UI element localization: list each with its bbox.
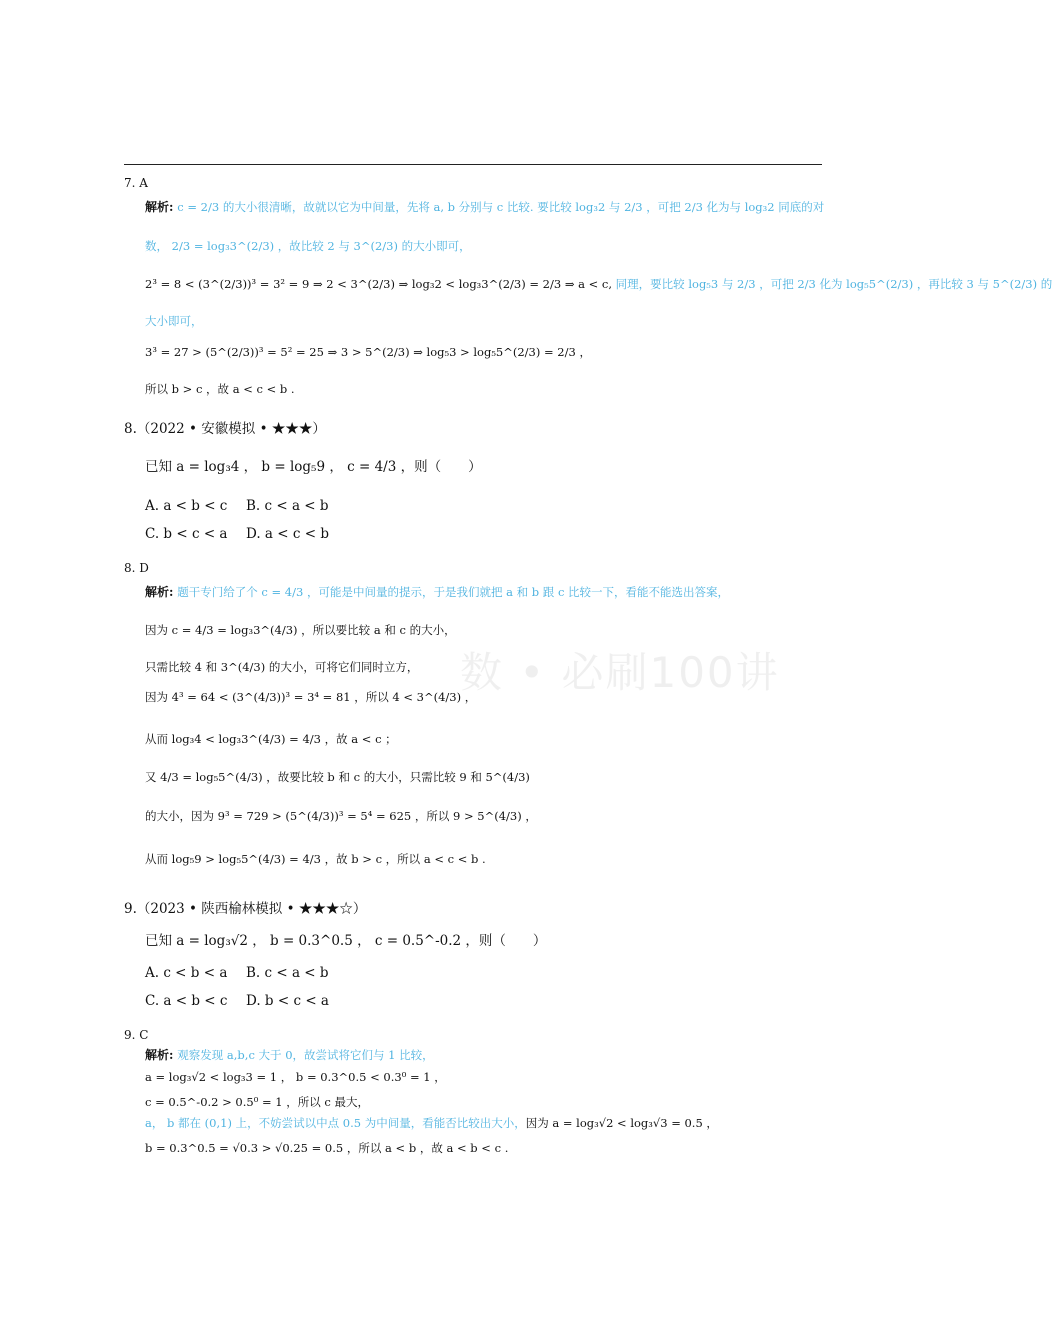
- q8-analysis-line-1: [145, 584, 729, 600]
- q7-analysis-line-1: [145, 199, 824, 215]
- q8-analysis-line-2: 因为 c = 4/3 = log₃3^(4/3) ，所以要比较 a 和 c 的大小，: [145, 623, 456, 637]
- q9-answer-header: 9. C: [124, 1028, 149, 1042]
- q8-answer-header: 8. D: [124, 561, 149, 575]
- q8-analysis-line-6: 又 4/3 = log₅5^(4/3) ，故要比较 b 和 c 的大小，只需比较 9 和 5^(4/3): [145, 770, 530, 784]
- analysis-label: 解析:: [145, 585, 174, 599]
- analysis-label: 解析:: [145, 200, 174, 214]
- q9-option-b: B. c < a < b: [246, 965, 329, 981]
- q8-analysis-line-3: 只需比较 4 和 3^(4/3) 的大小，可将它们同时立方，: [145, 660, 419, 674]
- q7-analysis-line-3: [145, 276, 1052, 292]
- q9-analysis-line-1: [145, 1047, 434, 1063]
- header-rule: [124, 164, 822, 165]
- q7-analysis-text-1: c = 2/3 的大小很清晰，故就以它为中间量，先将 a, b 分别与 c 比较. 要比较 log₃2 与 2/3 ，可把 2/3 化为与 log₃2 同底的对: [177, 200, 825, 214]
- q7-analysis-text-3: 同理，要比较 log₅3 与 2/3 ，可把 2/3 化为 log₅5^(2/3) ，再比较 3 与 5^(2/3) 的: [612, 277, 1052, 291]
- watermark: 数 • 必刷100讲: [460, 648, 780, 697]
- q7-analysis-line-5: 3³ = 27 > (5^(2/3))³ = 5² = 25 ⇒ 3 > 5^(2/3) ⇒ log₅3 > log₅5^(2/3) = 2/3 ，: [145, 345, 591, 359]
- q7-analysis-line-6: 所以 b > c ，故 a < c < b .: [145, 382, 295, 396]
- q8-header: 8.（2022 • 安徽模拟 • ★★★）: [124, 421, 326, 437]
- q7-analysis-line-4: 大小即可，: [145, 314, 203, 328]
- q8-option-b: B. c < a < b: [246, 498, 329, 514]
- q8-analysis-line-7: 的大小，因为 9³ = 729 > (5^(4/3))³ = 5⁴ = 625 ，所以 9 > 5^(4/3) ，: [145, 809, 537, 823]
- q9-analysis-line-5: b = 0.3^0.5 = √0.3 > √0.25 = 0.5 ，所以 a < b ，故 a < b < c .: [145, 1141, 509, 1155]
- q9-analysis-line-4: [145, 1115, 718, 1131]
- analysis-label: 解析:: [145, 1048, 174, 1062]
- q8-analysis-line-4: 因为 4³ = 64 < (3^(4/3))³ = 3⁴ = 81 ，所以 4 < 3^(4/3) ，: [145, 690, 477, 704]
- q8-option-a: A. a < b < c: [145, 498, 228, 514]
- q7-analysis-line-2: 数， 2/3 = log₃3^(2/3) ，故比较 2 与 3^(2/3) 的大小即可，: [145, 239, 471, 253]
- q9-option-a: A. c < b < a: [145, 965, 228, 981]
- q8-analysis-line-8: 从而 log₅9 > log₅5^(4/3) = 4/3 ，故 b > c ，所以 a < c < b .: [145, 852, 486, 866]
- q8-option-d: D. a < c < b: [246, 526, 329, 542]
- q7-analysis-math-3: 2³ = 8 < (3^(2/3))³ = 3² = 9 ⇒ 2 < 3^(2/3) ⇒ log₃2 < log₃3^(2/3) = 2/3 ⇒ a < c,: [145, 277, 613, 291]
- q9-stem: 已知 a = log₃√2 ， b = 0.3^0.5 ， c = 0.5^-0.2 ，则（ ）: [145, 933, 547, 949]
- q9-analysis-math-4: 因为 a = log₃√2 < log₃√3 = 0.5 ，: [525, 1116, 718, 1130]
- q9-header: 9.（2023 • 陕西榆林模拟 • ★★★☆）: [124, 901, 367, 917]
- q9-analysis-line-3: c = 0.5^-0.2 > 0.5⁰ = 1 ，所以 c 最大，: [145, 1095, 370, 1109]
- q9-option-c: C. a < b < c: [145, 993, 228, 1009]
- q9-analysis-text-4: a， b 都在 (0,1) 上，不妨尝试以中点 0.5 为中间量，看能否比较出大小，: [145, 1116, 526, 1130]
- q9-analysis-line-2: a = log₃√2 < log₃3 = 1 ， b = 0.3^0.5 < 0.3⁰ = 1 ，: [145, 1070, 446, 1084]
- q9-option-d: D. b < c < a: [246, 993, 329, 1009]
- q8-analysis-line-5: 从而 log₃4 < log₃3^(4/3) = 4/3 ，故 a < c ；: [145, 732, 397, 746]
- q8-option-c: C. b < c < a: [145, 526, 228, 542]
- q8-analysis-text-1: 题干专门给了个 c = 4/3 ，可能是中间量的提示，于是我们就把 a 和 b 跟 c 比较一下，看能不能选出答案，: [177, 585, 730, 599]
- q9-analysis-text-1: 观察发现 a,b,c 大于 0，故尝试将它们与 1 比较，: [177, 1048, 434, 1062]
- q7-answer-header: 7. A: [124, 176, 148, 190]
- q8-stem: 已知 a = log₃4 ， b = log₅9 ， c = 4/3 ，则（ ）: [145, 459, 482, 475]
